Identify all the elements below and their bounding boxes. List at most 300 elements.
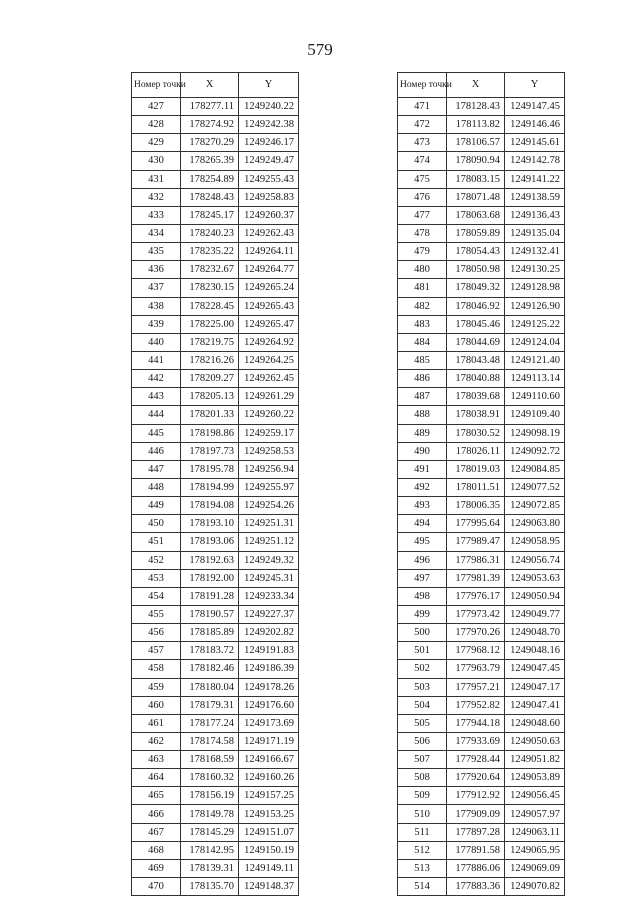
- point-number-cell: 460: [132, 696, 181, 714]
- x-cell: 177957.21: [447, 678, 505, 696]
- x-cell: 177883.36: [447, 878, 505, 896]
- point-number-cell: 436: [132, 261, 181, 279]
- y-cell: 1249146.46: [505, 116, 565, 134]
- y-cell: 1249092.72: [505, 442, 565, 460]
- table-row: [398, 370, 565, 388]
- y-cell: 1249053.89: [505, 769, 565, 787]
- header-y: Y: [239, 73, 299, 98]
- x-cell: 177933.69: [447, 732, 505, 750]
- point-number-cell: 445: [132, 424, 181, 442]
- x-cell: 177897.28: [447, 823, 505, 841]
- x-cell: 178192.00: [181, 569, 239, 587]
- table-row: [132, 823, 299, 841]
- table-row: [132, 388, 299, 406]
- point-number-cell: 434: [132, 224, 181, 242]
- point-number-cell: 427: [132, 98, 181, 116]
- table-row: [132, 841, 299, 859]
- point-number-cell: 514: [398, 878, 447, 896]
- y-cell: 1249084.85: [505, 460, 565, 478]
- x-cell: 177970.26: [447, 624, 505, 642]
- x-cell: 178006.35: [447, 497, 505, 515]
- table-row: [398, 279, 565, 297]
- y-cell: 1249227.37: [239, 605, 299, 623]
- x-cell: 178174.58: [181, 732, 239, 750]
- point-number-cell: 454: [132, 587, 181, 605]
- point-number-cell: 452: [132, 551, 181, 569]
- x-cell: 178011.51: [447, 478, 505, 496]
- table-row: [132, 551, 299, 569]
- y-cell: 1249136.43: [505, 206, 565, 224]
- y-cell: 1249256.94: [239, 460, 299, 478]
- point-number-cell: 439: [132, 315, 181, 333]
- x-cell: 178160.32: [181, 769, 239, 787]
- table-row: [398, 98, 565, 116]
- table-header-row: [132, 73, 299, 98]
- table-row: [398, 841, 565, 859]
- point-number-cell: 462: [132, 732, 181, 750]
- y-cell: 1249254.26: [239, 497, 299, 515]
- table-row: [398, 297, 565, 315]
- x-cell: 177944.18: [447, 714, 505, 732]
- table-row: [398, 569, 565, 587]
- point-number-cell: 441: [132, 351, 181, 369]
- point-number-cell: 464: [132, 769, 181, 787]
- table-row: [132, 696, 299, 714]
- table-row: [132, 460, 299, 478]
- table-row: [398, 152, 565, 170]
- y-cell: 1249240.22: [239, 98, 299, 116]
- x-cell: 178063.68: [447, 206, 505, 224]
- y-cell: 1249113.14: [505, 370, 565, 388]
- point-number-cell: 466: [132, 805, 181, 823]
- table-row: [132, 859, 299, 877]
- table-row: [132, 116, 299, 134]
- table-row: [398, 460, 565, 478]
- table-row: [398, 551, 565, 569]
- point-number-cell: 488: [398, 406, 447, 424]
- x-cell: 178019.03: [447, 460, 505, 478]
- x-cell: 177981.39: [447, 569, 505, 587]
- table-row: [132, 224, 299, 242]
- point-number-cell: 449: [132, 497, 181, 515]
- point-number-cell: 490: [398, 442, 447, 460]
- y-cell: 1249262.43: [239, 224, 299, 242]
- table-row: [398, 515, 565, 533]
- table-row: [398, 388, 565, 406]
- x-cell: 177976.17: [447, 587, 505, 605]
- y-cell: 1249070.82: [505, 878, 565, 896]
- y-cell: 1249121.40: [505, 351, 565, 369]
- x-cell: 177989.47: [447, 533, 505, 551]
- y-cell: 1249126.90: [505, 297, 565, 315]
- table-row: [398, 533, 565, 551]
- point-number-cell: 476: [398, 188, 447, 206]
- table-row: [398, 624, 565, 642]
- x-cell: 178240.23: [181, 224, 239, 242]
- table-row: [398, 243, 565, 261]
- x-cell: 178139.31: [181, 859, 239, 877]
- header-y: Y: [505, 73, 565, 98]
- page-number: 579: [307, 40, 333, 59]
- point-number-cell: 483: [398, 315, 447, 333]
- y-cell: 1249264.77: [239, 261, 299, 279]
- table-row: [398, 859, 565, 877]
- x-cell: 178049.32: [447, 279, 505, 297]
- table-row: [132, 333, 299, 351]
- x-cell: 178225.00: [181, 315, 239, 333]
- point-number-cell: 480: [398, 261, 447, 279]
- point-number-cell: 491: [398, 460, 447, 478]
- table-row: [398, 134, 565, 152]
- x-cell: 178156.19: [181, 787, 239, 805]
- point-number-cell: 440: [132, 333, 181, 351]
- x-cell: 178265.39: [181, 152, 239, 170]
- x-cell: 178039.68: [447, 388, 505, 406]
- point-number-cell: 474: [398, 152, 447, 170]
- x-cell: 178128.43: [447, 98, 505, 116]
- point-number-cell: 479: [398, 243, 447, 261]
- table-row: [132, 660, 299, 678]
- point-number-cell: 487: [398, 388, 447, 406]
- point-number-cell: 475: [398, 170, 447, 188]
- x-cell: 177928.44: [447, 751, 505, 769]
- y-cell: 1249264.25: [239, 351, 299, 369]
- point-number-cell: 453: [132, 569, 181, 587]
- y-cell: 1249051.82: [505, 751, 565, 769]
- header-x: X: [181, 73, 239, 98]
- x-cell: 178179.31: [181, 696, 239, 714]
- table-row: [132, 188, 299, 206]
- y-cell: 1249124.04: [505, 333, 565, 351]
- point-number-cell: 429: [132, 134, 181, 152]
- table-row: [398, 478, 565, 496]
- table-row: [398, 751, 565, 769]
- x-cell: 178270.29: [181, 134, 239, 152]
- x-cell: 178192.63: [181, 551, 239, 569]
- point-number-cell: 472: [398, 116, 447, 134]
- point-number-cell: 512: [398, 841, 447, 859]
- table-row: [398, 116, 565, 134]
- point-number-cell: 469: [132, 859, 181, 877]
- point-number-cell: 493: [398, 497, 447, 515]
- x-cell: 178185.89: [181, 624, 239, 642]
- table-row: [132, 351, 299, 369]
- x-cell: 178198.86: [181, 424, 239, 442]
- y-cell: 1249178.26: [239, 678, 299, 696]
- x-cell: 178038.91: [447, 406, 505, 424]
- y-cell: 1249065.95: [505, 841, 565, 859]
- point-number-cell: 431: [132, 170, 181, 188]
- table-row: [398, 351, 565, 369]
- y-cell: 1249265.43: [239, 297, 299, 315]
- x-cell: 178106.57: [447, 134, 505, 152]
- table-row: [132, 297, 299, 315]
- point-number-cell: 451: [132, 533, 181, 551]
- y-cell: 1249063.11: [505, 823, 565, 841]
- table-row: [398, 170, 565, 188]
- point-number-cell: 496: [398, 551, 447, 569]
- y-cell: 1249138.59: [505, 188, 565, 206]
- y-cell: 1249145.61: [505, 134, 565, 152]
- x-cell: 178191.28: [181, 587, 239, 605]
- y-cell: 1249264.11: [239, 243, 299, 261]
- table-row: [132, 569, 299, 587]
- y-cell: 1249260.37: [239, 206, 299, 224]
- point-number-cell: 511: [398, 823, 447, 841]
- table-row: [132, 279, 299, 297]
- y-cell: 1249053.63: [505, 569, 565, 587]
- point-number-cell: 510: [398, 805, 447, 823]
- y-cell: 1249264.92: [239, 333, 299, 351]
- y-cell: 1249142.78: [505, 152, 565, 170]
- table-row: [132, 787, 299, 805]
- table-row: [132, 805, 299, 823]
- table-row: [398, 497, 565, 515]
- y-cell: 1249251.31: [239, 515, 299, 533]
- x-cell: 177995.64: [447, 515, 505, 533]
- y-cell: 1249249.32: [239, 551, 299, 569]
- x-cell: 178183.72: [181, 642, 239, 660]
- table-row: [132, 678, 299, 696]
- x-cell: 178209.27: [181, 370, 239, 388]
- x-cell: 178254.89: [181, 170, 239, 188]
- x-cell: 178043.48: [447, 351, 505, 369]
- point-number-cell: 465: [132, 787, 181, 805]
- table-row: [132, 315, 299, 333]
- y-cell: 1249242.38: [239, 116, 299, 134]
- x-cell: 178046.92: [447, 297, 505, 315]
- x-cell: 177986.31: [447, 551, 505, 569]
- point-number-cell: 437: [132, 279, 181, 297]
- x-cell: 178059.89: [447, 224, 505, 242]
- table-row: [398, 642, 565, 660]
- x-cell: 178026.11: [447, 442, 505, 460]
- point-number-cell: 457: [132, 642, 181, 660]
- table-row: [398, 605, 565, 623]
- y-cell: 1249056.74: [505, 551, 565, 569]
- point-number-cell: 473: [398, 134, 447, 152]
- table-row: [398, 587, 565, 605]
- table-row: [398, 732, 565, 750]
- y-cell: 1249249.47: [239, 152, 299, 170]
- table-row: [132, 170, 299, 188]
- x-cell: 178054.43: [447, 243, 505, 261]
- y-cell: 1249048.60: [505, 714, 565, 732]
- x-cell: 178030.52: [447, 424, 505, 442]
- y-cell: 1249149.11: [239, 859, 299, 877]
- table-row: [398, 261, 565, 279]
- y-cell: 1249255.43: [239, 170, 299, 188]
- point-number-cell: 443: [132, 388, 181, 406]
- y-cell: 1249151.07: [239, 823, 299, 841]
- header-point-number: Номер точки: [398, 73, 447, 98]
- x-cell: 178248.43: [181, 188, 239, 206]
- table-row: [398, 224, 565, 242]
- table-row: [132, 243, 299, 261]
- table-row: [398, 442, 565, 460]
- x-cell: 178040.88: [447, 370, 505, 388]
- y-cell: 1249048.70: [505, 624, 565, 642]
- point-number-cell: 455: [132, 605, 181, 623]
- table-row: [398, 406, 565, 424]
- x-cell: 178090.94: [447, 152, 505, 170]
- point-number-cell: 482: [398, 297, 447, 315]
- coordinates-table-right: [397, 72, 565, 896]
- y-cell: 1249050.94: [505, 587, 565, 605]
- y-cell: 1249072.85: [505, 497, 565, 515]
- point-number-cell: 470: [132, 878, 181, 896]
- table-row: [398, 333, 565, 351]
- y-cell: 1249255.97: [239, 478, 299, 496]
- x-cell: 178190.57: [181, 605, 239, 623]
- y-cell: 1249148.37: [239, 878, 299, 896]
- point-number-cell: 461: [132, 714, 181, 732]
- table-row: [398, 805, 565, 823]
- point-number-cell: 509: [398, 787, 447, 805]
- y-cell: 1249147.45: [505, 98, 565, 116]
- point-number-cell: 467: [132, 823, 181, 841]
- y-cell: 1249262.45: [239, 370, 299, 388]
- x-cell: 178045.46: [447, 315, 505, 333]
- y-cell: 1249047.41: [505, 696, 565, 714]
- x-cell: 178232.67: [181, 261, 239, 279]
- table-row: [398, 696, 565, 714]
- x-cell: 178277.11: [181, 98, 239, 116]
- point-number-cell: 485: [398, 351, 447, 369]
- table-row: [398, 424, 565, 442]
- x-cell: 178180.04: [181, 678, 239, 696]
- point-number-cell: 506: [398, 732, 447, 750]
- x-cell: 178177.24: [181, 714, 239, 732]
- y-cell: 1249125.22: [505, 315, 565, 333]
- point-number-cell: 456: [132, 624, 181, 642]
- y-cell: 1249128.98: [505, 279, 565, 297]
- table-row: [132, 533, 299, 551]
- x-cell: 178205.13: [181, 388, 239, 406]
- y-cell: 1249098.19: [505, 424, 565, 442]
- point-number-cell: 459: [132, 678, 181, 696]
- x-cell: 178083.15: [447, 170, 505, 188]
- point-number-cell: 463: [132, 751, 181, 769]
- point-number-cell: 495: [398, 533, 447, 551]
- point-number-cell: 430: [132, 152, 181, 170]
- table-row: [398, 878, 565, 896]
- y-cell: 1249150.19: [239, 841, 299, 859]
- y-cell: 1249259.17: [239, 424, 299, 442]
- point-number-cell: 508: [398, 769, 447, 787]
- x-cell: 178228.45: [181, 297, 239, 315]
- table-row: [132, 206, 299, 224]
- x-cell: 177968.12: [447, 642, 505, 660]
- x-cell: 178219.75: [181, 333, 239, 351]
- y-cell: 1249058.95: [505, 533, 565, 551]
- table-row: [132, 370, 299, 388]
- point-number-cell: 504: [398, 696, 447, 714]
- point-number-cell: 505: [398, 714, 447, 732]
- x-cell: 177891.58: [447, 841, 505, 859]
- y-cell: 1249130.25: [505, 261, 565, 279]
- y-cell: 1249109.40: [505, 406, 565, 424]
- x-cell: 178230.15: [181, 279, 239, 297]
- point-number-cell: 478: [398, 224, 447, 242]
- point-number-cell: 492: [398, 478, 447, 496]
- x-cell: 178235.22: [181, 243, 239, 261]
- header-x: X: [447, 73, 505, 98]
- y-cell: 1249135.04: [505, 224, 565, 242]
- y-cell: 1249069.09: [505, 859, 565, 877]
- point-number-cell: 494: [398, 515, 447, 533]
- table-row: [132, 497, 299, 515]
- point-number-cell: 448: [132, 478, 181, 496]
- table-row: [398, 678, 565, 696]
- y-cell: 1249233.34: [239, 587, 299, 605]
- y-cell: 1249160.26: [239, 769, 299, 787]
- table-row: [398, 714, 565, 732]
- table-row: [132, 261, 299, 279]
- x-cell: 178194.99: [181, 478, 239, 496]
- header-point-number: Номер точки: [132, 73, 181, 98]
- table-row: [132, 515, 299, 533]
- point-number-cell: 500: [398, 624, 447, 642]
- x-cell: 178245.17: [181, 206, 239, 224]
- point-number-cell: 507: [398, 751, 447, 769]
- x-cell: 178193.10: [181, 515, 239, 533]
- point-number-cell: 497: [398, 569, 447, 587]
- y-cell: 1249202.82: [239, 624, 299, 642]
- table-row: [398, 787, 565, 805]
- x-cell: 178145.29: [181, 823, 239, 841]
- table-row: [398, 315, 565, 333]
- x-cell: 177920.64: [447, 769, 505, 787]
- table-row: [398, 188, 565, 206]
- point-number-cell: 501: [398, 642, 447, 660]
- x-cell: 177973.42: [447, 605, 505, 623]
- y-cell: 1249265.24: [239, 279, 299, 297]
- x-cell: 178201.33: [181, 406, 239, 424]
- table-row: [132, 134, 299, 152]
- table-row: [398, 823, 565, 841]
- y-cell: 1249110.60: [505, 388, 565, 406]
- y-cell: 1249261.29: [239, 388, 299, 406]
- point-number-cell: 486: [398, 370, 447, 388]
- y-cell: 1249050.63: [505, 732, 565, 750]
- point-number-cell: 477: [398, 206, 447, 224]
- x-cell: 178168.59: [181, 751, 239, 769]
- x-cell: 178193.06: [181, 533, 239, 551]
- y-cell: 1249047.45: [505, 660, 565, 678]
- table-header-row: [398, 73, 565, 98]
- table-row: [398, 206, 565, 224]
- table-row: [132, 98, 299, 116]
- x-cell: 177952.82: [447, 696, 505, 714]
- y-cell: 1249251.12: [239, 533, 299, 551]
- y-cell: 1249171.19: [239, 732, 299, 750]
- table-row: [132, 642, 299, 660]
- y-cell: 1249173.69: [239, 714, 299, 732]
- coordinates-table-left: [131, 72, 299, 896]
- point-number-cell: 444: [132, 406, 181, 424]
- x-cell: 178274.92: [181, 116, 239, 134]
- x-cell: 178197.73: [181, 442, 239, 460]
- x-cell: 177912.92: [447, 787, 505, 805]
- table-row: [132, 605, 299, 623]
- y-cell: 1249153.25: [239, 805, 299, 823]
- table-row: [132, 769, 299, 787]
- table-row: [132, 878, 299, 896]
- table-row: [132, 751, 299, 769]
- point-number-cell: 438: [132, 297, 181, 315]
- point-number-cell: 471: [398, 98, 447, 116]
